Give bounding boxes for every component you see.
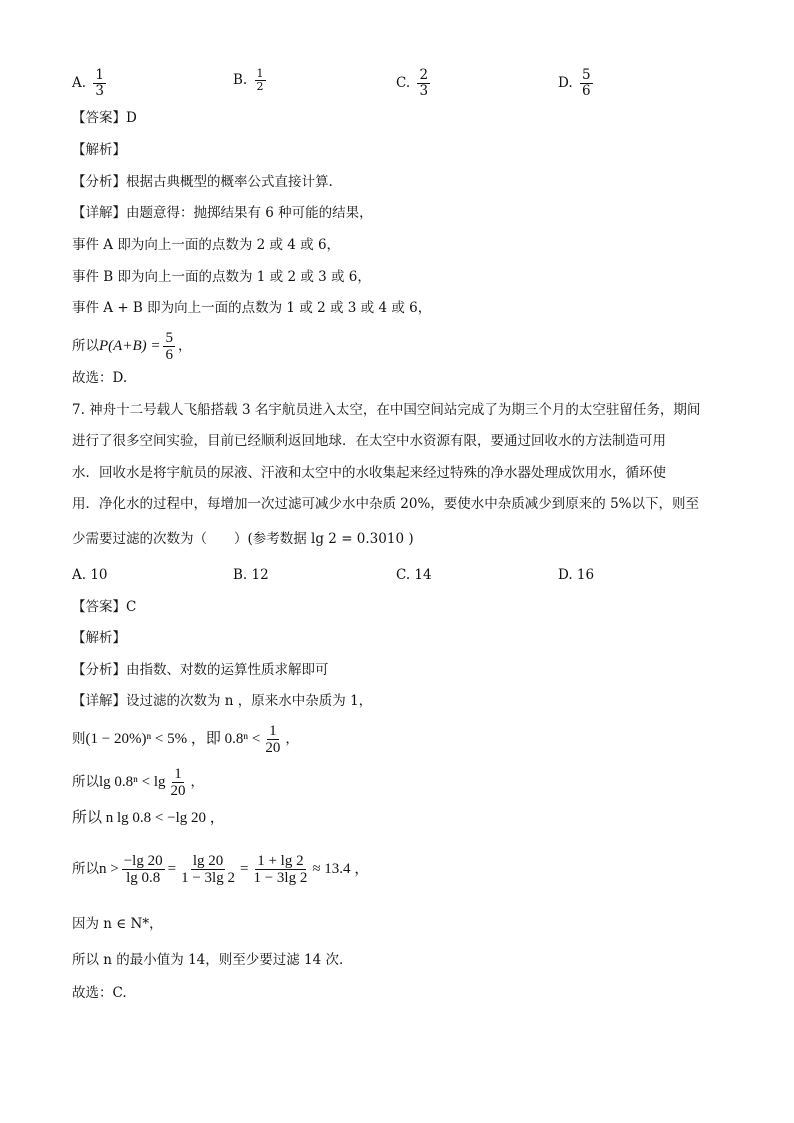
- fraction: $\frac{\lg 20}{1 - 3\lg 2}$: [181, 852, 235, 886]
- q7-step-6: 所以 n 的最小值为 14，则至少要过滤 14 次．: [72, 952, 353, 968]
- q6-option-b: B. $\frac{1}{2}$: [233, 67, 264, 94]
- q7-option-c: C. 14: [396, 567, 432, 583]
- q6-fenxi: 【分析】根据古典概型的概率公式直接计算.: [72, 174, 333, 190]
- q7-step-3: 所以 n lg 0.8 < −lg 20 ，: [72, 810, 225, 826]
- q7-stem-line-3: 水．回收水是将宇航员的尿液、汗液和太空中的水收集起来经过特殊的净水器处理成饮用水，循环使: [72, 465, 666, 481]
- fraction: $\frac{-\lg 20}{\lg 0.8}$: [123, 852, 163, 886]
- fraction: $\frac{1}{20}$: [170, 765, 186, 799]
- q6-option-d: D. $\frac{5}{6}$: [558, 67, 591, 99]
- q7-stem-line-5: 少需要过滤的次数为（ ）(参考数据 lg 2 = 0.3010 ): [72, 531, 414, 547]
- q6-option-c: C. $\frac{2}{3}$: [396, 67, 429, 99]
- q7-step-1: 则(1 − 20%)ⁿ < 5% ，即 0.8ⁿ < $\frac{1}{20}$ ，: [72, 722, 299, 756]
- q6-analysis-heading: 【解析】: [72, 142, 126, 158]
- q7-answer: 【答案】C: [72, 599, 137, 615]
- q6-option-a: A. $\frac{1}{3}$: [72, 67, 104, 99]
- q6-event-b: 事件 B 即为向上一面的点数为 1 或 2 或 3 或 6，: [72, 269, 371, 285]
- q7-option-b: B. 12: [233, 567, 269, 583]
- q7-detail-1: 【详解】设过滤的次数为 n ，原来水中杂质为 1，: [72, 693, 373, 709]
- q7-stem-line-1: 7. 神舟十二号载人飞船搭载 3 名宇航员进入太空，在中国空间站完成了为期三个月的太空驻留任务，期间: [72, 402, 701, 418]
- q7-fenxi: 【分析】由指数、对数的运算性质求解即可: [72, 662, 329, 678]
- q7-option-a: A. 10: [72, 567, 108, 583]
- fraction: $\frac{5}{6}$: [581, 67, 591, 99]
- fraction: $\frac{5}{6}$: [165, 329, 173, 363]
- fraction: $\frac{1}{2}$: [256, 67, 264, 94]
- q6-event-ab: 事件 A + B 即为向上一面的点数为 1 或 2 或 3 或 4 或 6，: [72, 300, 432, 316]
- q6-answer: 【答案】D: [72, 110, 137, 126]
- fraction: $\frac{1 + \lg 2}{1 - 3\lg 2}$: [253, 852, 308, 886]
- fraction: $\frac{1}{20}$: [265, 722, 281, 756]
- fraction: $\frac{1}{3}$: [95, 67, 104, 99]
- q6-choose: 故选：D.: [72, 370, 128, 386]
- q7-option-d: D. 16: [558, 567, 595, 583]
- q7-stem-line-4: 用．净化水的过程中，每增加一次过滤可减少水中杂质 20%，要使水中杂质减少到原来的 5%以下，则至: [72, 496, 700, 512]
- q6-probability: 所以P(A+B) = $\frac{5}{6}$ ，: [72, 329, 192, 363]
- q6-event-a: 事件 A 即为向上一面的点数为 2 或 4 或 6，: [72, 237, 341, 253]
- q6-detail-1: 【详解】由题意得：抛掷结果有 6 种可能的结果，: [72, 205, 373, 221]
- q7-step-2: 所以lg 0.8ⁿ < lg $\frac{1}{20}$ ，: [72, 765, 205, 799]
- q7-stem-line-2: 进行了很多空间实验，目前已经顺利返回地球．在太空中水资源有限，要通过回收水的方法制造可用: [72, 433, 666, 449]
- fraction: $\frac{2}{3}$: [419, 67, 429, 99]
- q7-step-5: 因为 n ∈ N*，: [72, 916, 163, 932]
- q7-choose: 故选：C.: [72, 985, 127, 1001]
- q7-analysis-heading: 【解析】: [72, 630, 126, 646]
- q7-step-4: 所以n > $\frac{-\lg 20}{\lg 0.8}$ = $\frac{\lg 20}{1 - 3\lg 2}$ = $\frac{1 + \lg 2}{1 - 3\lg 2}$ ≈ 13.4 ，: [72, 852, 370, 886]
